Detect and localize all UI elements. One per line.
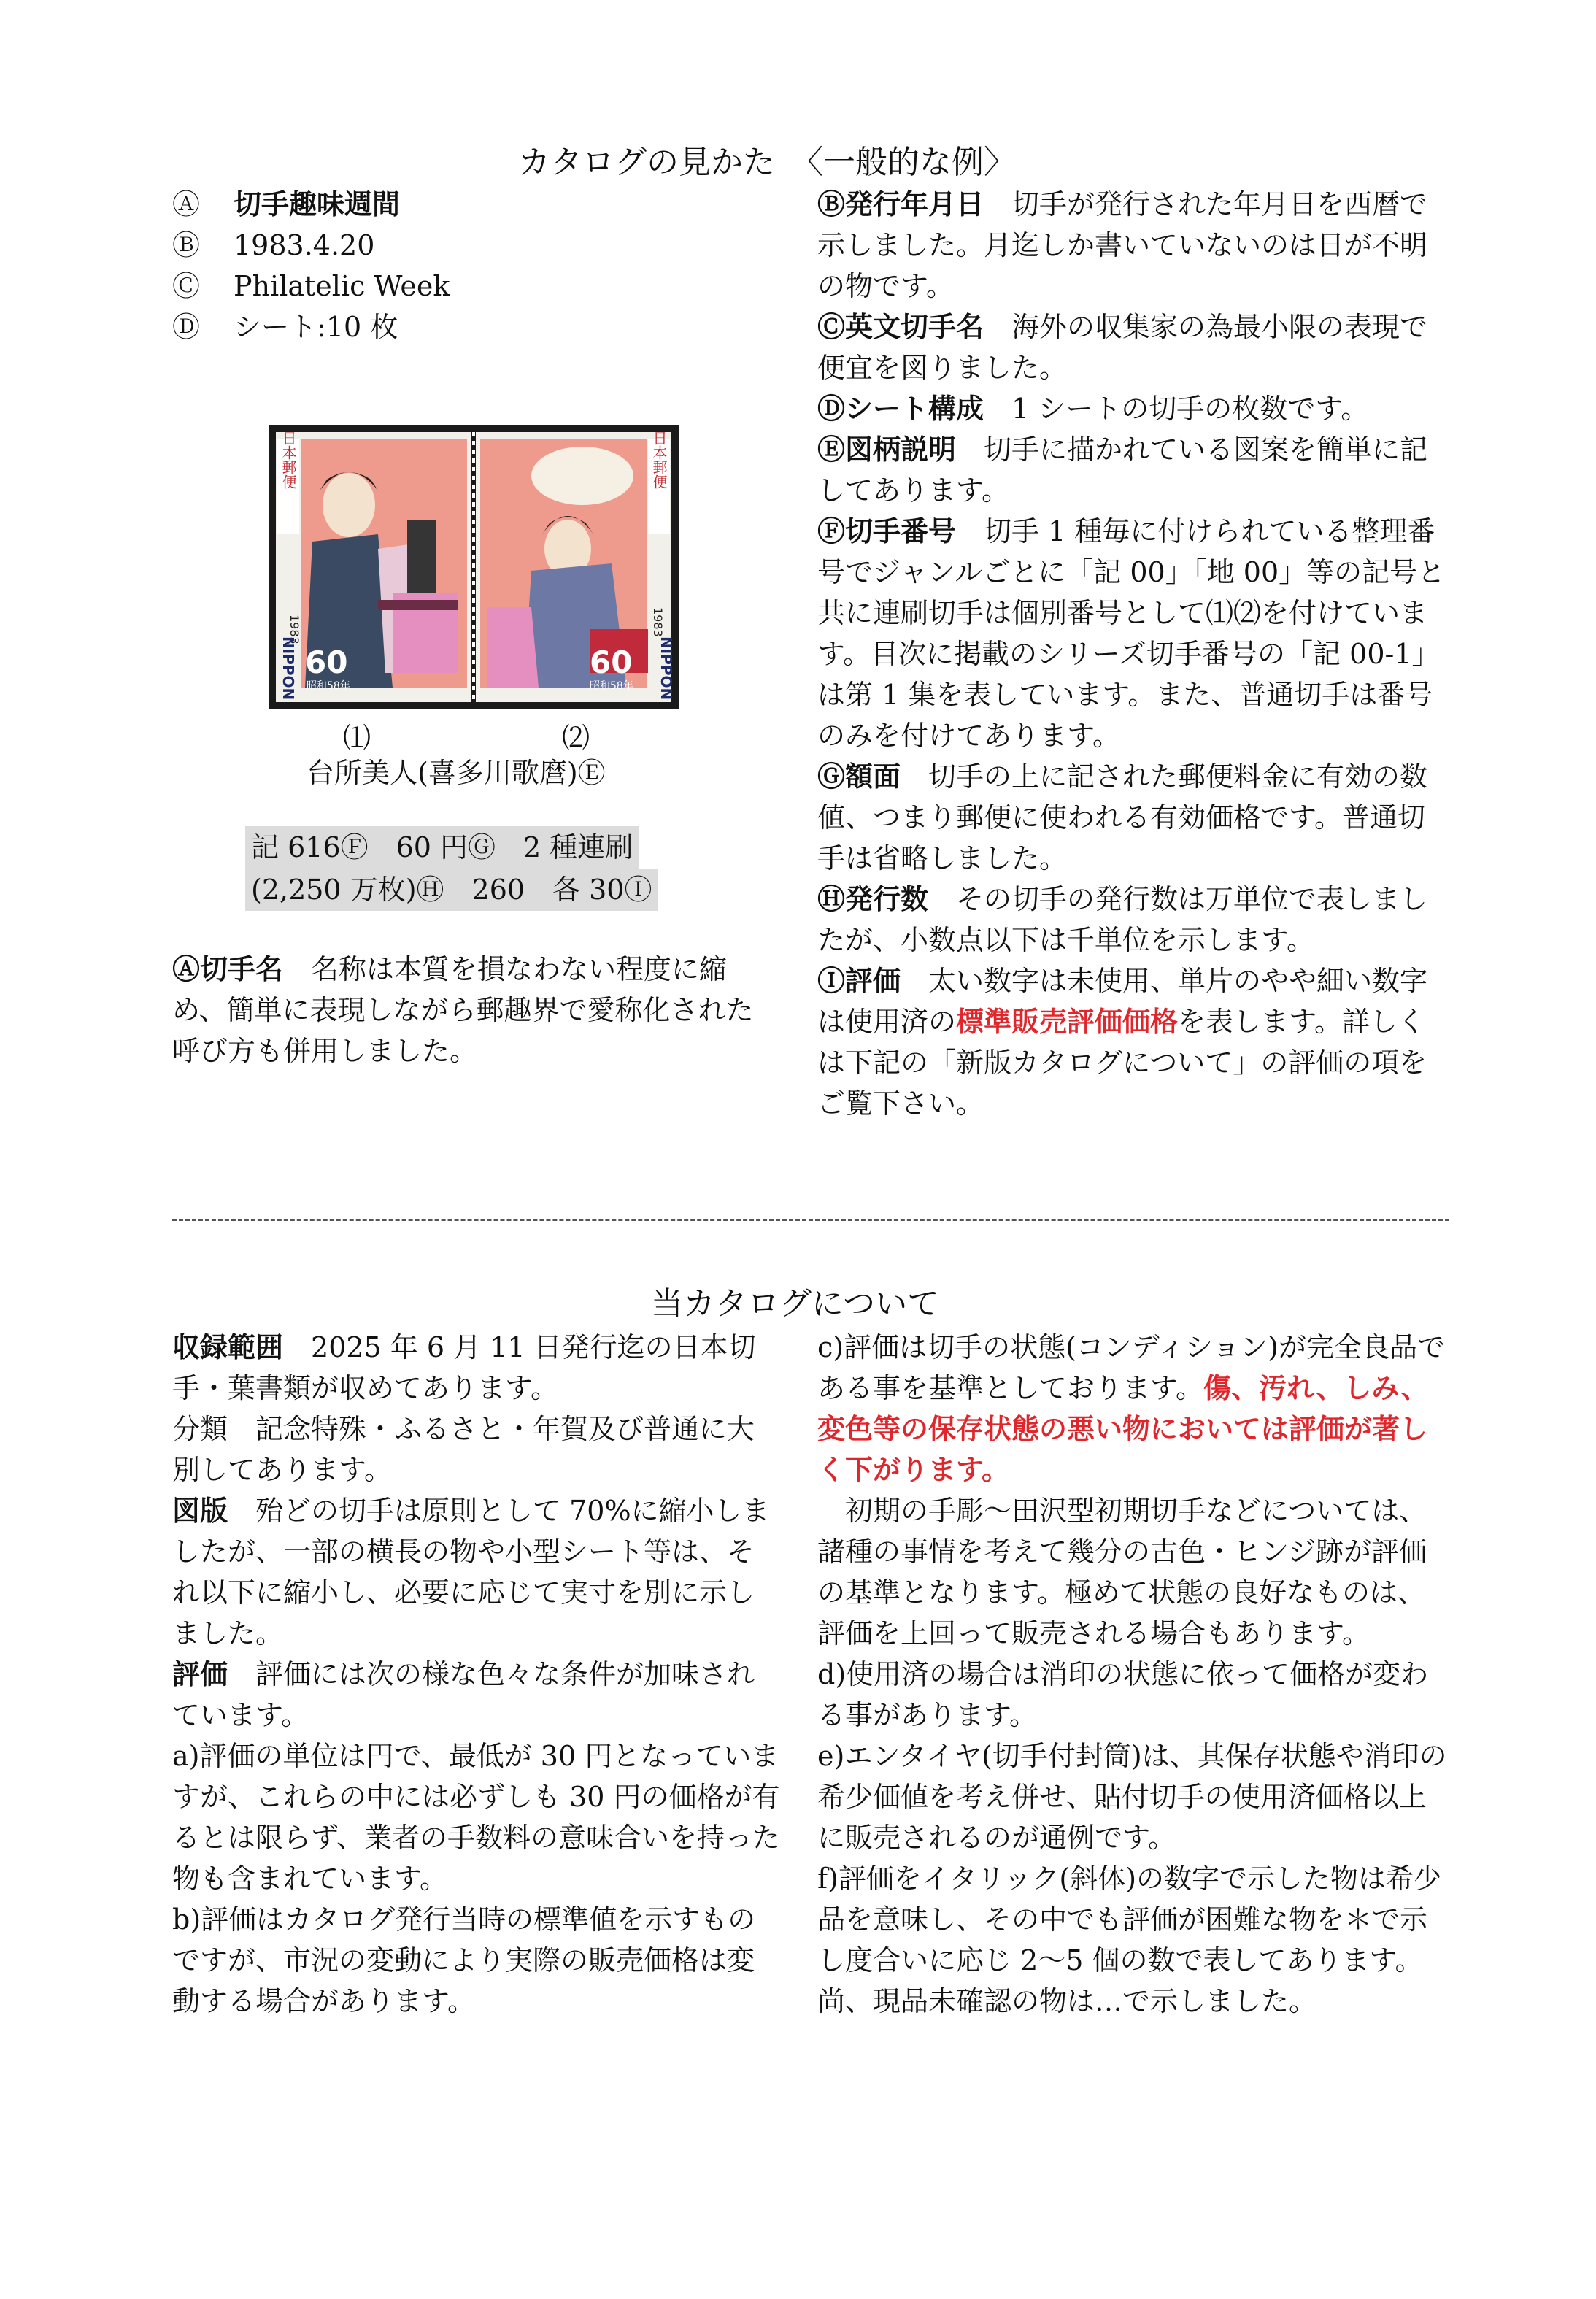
desc-f-head: Ⓕ切手番号 <box>817 515 957 547</box>
desc-i-text-pre: 太い数字は未使用、単片のやや細い数字は使用済の <box>817 965 1428 1038</box>
info-text-d: シート:10 枚 <box>234 311 398 343</box>
stamp-pair-image <box>269 425 679 709</box>
scope-head: 収録範囲 <box>172 1331 284 1363</box>
stamp-right-label: 日本郵便 <box>650 431 668 489</box>
desc-d-text: 1 シートの切手の枚数です。 <box>984 393 1369 425</box>
desc-i-text-red: 標準販売評価価格 <box>956 1006 1179 1038</box>
scope-para <box>172 1327 781 1409</box>
eval-c-para <box>817 1327 1449 1490</box>
highlight-entry-line1: 記 616Ⓕ 60 円Ⓖ 2 種連刷 <box>245 826 639 869</box>
desc-b-text: 切手が発行された年月日を西暦で示しました。月迄しか書いていないのは日が不明の物です。 <box>817 188 1428 302</box>
scope-text: 2025 年 6 月 11 日発行迄の日本切手・葉書類が収めてあります。 <box>172 1331 756 1404</box>
desc-h-text: その切手の発行数は万単位で表しましたが、小数点以下は千単位を示します。 <box>817 883 1428 956</box>
desc-d-head: Ⓓシート構成 <box>817 393 984 425</box>
stamp-left-year: 1983 <box>288 615 301 644</box>
stamp-illustration <box>269 425 679 709</box>
desc-e <box>817 429 1449 511</box>
desc-e-text: 切手に描かれている図案を簡単に記してあります。 <box>817 434 1428 507</box>
left-desc-a-text: 名称は本質を損なわない程度に縮め、簡単に表現しながら郵趣界で愛称化された呼び方も併用しました。 <box>172 953 754 1067</box>
eval-para <box>172 1654 781 1736</box>
stamp-left-nippon: NIPPON <box>280 636 297 701</box>
plate-text: 殆どの切手は原則として 70%に縮小しましたが、一部の横長の物や小型シート等は、それ以下に縮小し、必要に応じて実寸を別に示しました。 <box>172 1495 770 1649</box>
desc-i-text-post: を表します。詳しくは下記の「新版カタログについて」の評価の項をご覧下さい。 <box>817 1006 1427 1120</box>
eval-c-text-red: 傷、汚れ、しみ、変色等の保存状態の悪い物においては評価が著しく下がります。 <box>817 1372 1429 1486</box>
stamp-label-2: ⑵ <box>562 722 590 754</box>
desc-e-head: Ⓔ図柄説明 <box>817 434 957 466</box>
plate-para <box>172 1490 781 1654</box>
eval-d-para: d)使用済の場合は消印の状態に依って価格が変わる事があります。 <box>817 1658 1429 1731</box>
info-mark-a: Ⓐ <box>172 188 201 220</box>
desc-b-head: Ⓑ発行年月日 <box>817 188 984 220</box>
info-row-c <box>172 266 450 307</box>
eval-f-para: f)評価をイタリック(斜体)の数字で示した物は希少品を意味し、その中でも評価が困難な物を＊で示し度合いに応じ 2～5 個の数で表してあります。尚、現品未確認の物は…で示しました。 <box>817 1863 1442 2017</box>
eval-head: 評価 <box>172 1658 228 1690</box>
stamp-label-1: ⑴ <box>343 722 371 754</box>
section2-title: 当カタログについて <box>651 1285 940 1322</box>
info-mark-d: Ⓓ <box>172 311 201 343</box>
stamp-left-era: 昭和58年 <box>307 680 350 692</box>
info-text-c: Philatelic Week <box>234 270 450 302</box>
section-divider <box>172 1219 1449 1221</box>
eval-c-text-pre: c)評価は切手の状態(コンディション)が完全良品である事を基準としております。 <box>817 1331 1445 1404</box>
desc-i-head: Ⓘ評価 <box>817 965 901 997</box>
info-mark-c: Ⓒ <box>172 270 201 302</box>
eval-a-para: a)評価の単位は円で、最低が 30 円となっていますが、これらの中には必ずしも 30 円の価格が有るとは限らず、業者の手数料の意味合いを持った物も含まれています。 <box>172 1740 780 1895</box>
stamp-left-label: 日本郵便 <box>280 431 297 489</box>
section1-title: カタログの見かた 〈一般的な例〉 <box>518 144 1016 181</box>
stamp-caption: 台所美人(喜多川歌麿)Ⓔ <box>307 757 606 789</box>
info-row-d <box>172 307 398 347</box>
desc-d <box>817 388 1449 429</box>
info-row-a <box>172 184 400 225</box>
plate-head: 図版 <box>172 1495 228 1527</box>
stamp-right-nippon: NIPPON <box>658 636 675 701</box>
desc-g-text: 切手の上に記された郵便料金に有効の数値、つまり郵便に使われる有効価格です。普通切手は省略しました。 <box>817 760 1428 874</box>
desc-f <box>817 511 1449 756</box>
section2-left-column <box>172 1327 781 2022</box>
info-mark-b: Ⓑ <box>172 229 201 261</box>
info-row-b <box>172 225 374 266</box>
highlight-entry-line2: (2,250 万枚)Ⓗ 260 各 30Ⓘ <box>245 869 658 911</box>
desc-c-head: Ⓒ英文切手名 <box>817 311 984 343</box>
desc-i <box>817 960 1449 1124</box>
stamp-right-year: 1983 <box>651 607 665 637</box>
eval-e-para: e)エンタイヤ(切手付封筒)は、其保存状態や消印の希少価値を考え併せ、貼付切手の使用済価格以上に販売されるのが通例です。 <box>817 1740 1447 1854</box>
eval-b-para: b)評価はカタログ発行当時の標準値を示すものですが、市況の変動により実際の販売価格は変動する場合があります。 <box>172 1903 756 2017</box>
stamp-right-value: 60 <box>590 644 633 680</box>
right-desc-column <box>817 184 1449 1124</box>
info-text-b: 1983.4.20 <box>234 229 375 261</box>
stamp-right-era: 昭和58年 <box>590 680 633 692</box>
desc-c-text: 海外の収集家の為最小限の表現で便宜を図りました。 <box>817 311 1428 384</box>
desc-g <box>817 756 1449 879</box>
left-desc-a <box>172 949 768 1071</box>
class-para: 分類 記念特殊・ふるさと・年賀及び普通に大別してあります。 <box>172 1413 755 1486</box>
desc-f-text: 切手 1 種毎に付けられている整理番号でジャンルごとに「記 00」「地 00」等の記号と共に連刷切手は個別番号として⑴⑵を付けています。目次に掲載のシリーズ切手番号の「記 00-1」は第 1 集を表しています。また、普通切手は番号のみを付けてあります。 <box>817 515 1446 752</box>
desc-b <box>817 184 1449 307</box>
stamp-left-value: 60 <box>305 644 348 680</box>
desc-h-head: Ⓗ発行数 <box>817 883 929 915</box>
section2-right-column <box>817 1327 1449 2022</box>
eval-text: 評価には次の様な色々な条件が加味されています。 <box>172 1658 755 1731</box>
early-para: 初期の手彫～田沢型初期切手などについては、諸種の事情を考えて幾分の古色・ヒンジ跡が評価の基準となります。極めて状態の良好なものは、評価を上回って販売される場合もあります。 <box>817 1495 1427 1649</box>
info-text-a: 切手趣味週間 <box>234 188 401 220</box>
desc-c <box>817 307 1449 388</box>
left-desc-a-head: Ⓐ切手名 <box>172 953 284 985</box>
desc-g-head: Ⓖ額面 <box>817 760 901 793</box>
desc-h <box>817 879 1449 960</box>
